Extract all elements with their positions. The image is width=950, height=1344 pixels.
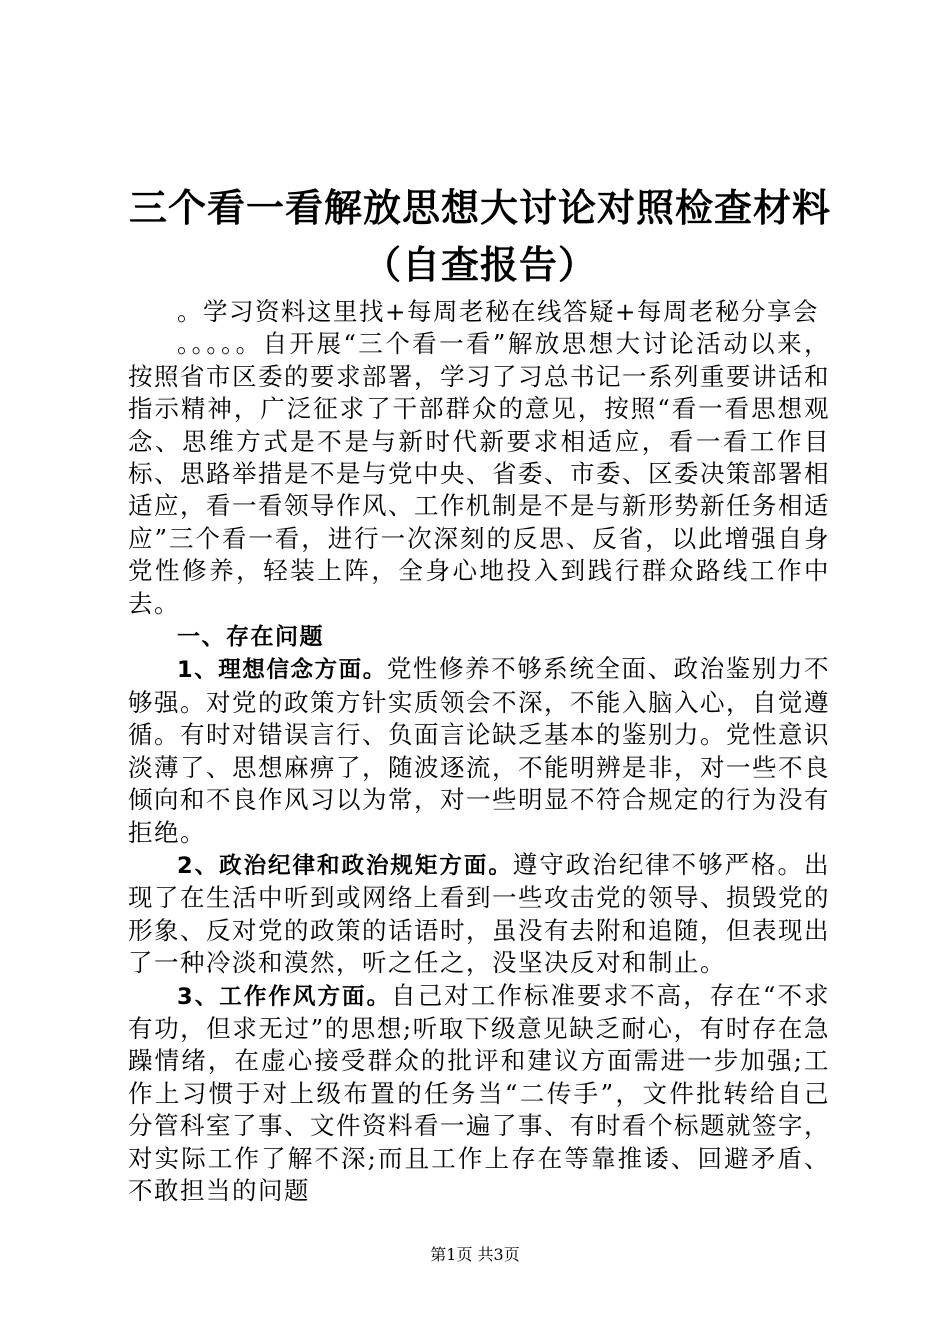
section-heading-problems (128, 620, 830, 653)
document-body (128, 296, 830, 1207)
paragraph-discipline (128, 849, 830, 980)
paragraph-intro-note (128, 296, 830, 328)
paragraph-ideals (128, 653, 830, 848)
paragraph-work-style (128, 980, 830, 1208)
paragraph-text: 党性修养不够系统全面、政治鉴别力不够强。对党的政策方针实质领会不深，不能入脑入心，自觉遵循。有时对错误言行、负面言论缺乏基本的鉴别力。党性意识淡薄了、思想麻痹了，随波逐流，不能明辨是非，对一些不良倾向和不良作风习以为常，对一些明显不符合规定的行为没有拒绝。 (128, 654, 831, 847)
section-heading: 一、存在问题 (177, 624, 324, 651)
paragraph-intro (128, 328, 830, 620)
paragraph-lead: 2、政治纪律和政治规矩方面。 (177, 852, 513, 879)
paragraph-text: 遵守政治纪律不够严格。出现了在生活中听到或网络上看到一些攻击党的领导、损毁党的形象、反对党的政策的话语时，虽没有去附和追随，但表现出了一种冷淡和漠然，听之任之，没坚决反对和制止。 (128, 849, 831, 978)
paragraph-text: 自己对工作标准要求不高，存在“不求有功，但求无过”的思想;听取下级意见缺乏耐心，有时存在急躁情绪，在虚心接受群众的批评和建议方面需进一步加强;工作上习惯于对上级布置的任务当“二传手”，文件批转给自己分管科室了事、文件资料看一遍了事、有时看个标题就签字，对实际工作了解不深;而且工作上存在等靠推诿、回避矛盾、不敢担当的问题 (128, 980, 831, 1205)
paragraph-lead: 1、理想信念方面。 (177, 657, 387, 684)
paragraph-text: 。。。。。自开展“三个看一看”解放思想大讨论活动以来，按照省市区委的要求部署，学习了习总书记一系列重要讲话和指示精神，广泛征求了干部群众的意见，按照“看一看思想观念、思维方式是不是与新时代新要求相适应，看一看工作目标、思路举措是不是与党中央、省委、市委、区委决策部署相适应，看一看领导作风、工作机制是不是与新形势新任务相适应”三个看一看，进行一次深刻的反思、反省，以此增强自身党性修养，轻装上阵，全身心地投入到践行群众路线工作中去。 (128, 329, 830, 618)
paragraph-text: 。学习资料这里找+每周老秘在线答疑+每周老秘分享会 (177, 297, 820, 326)
document-title: 三个看一看解放思想大讨论对照检查材料（自查报告） (128, 186, 831, 287)
paragraph-lead: 3、工作作风方面。 (177, 983, 392, 1010)
page-footer: 第1页 共3页 (430, 1245, 520, 1264)
